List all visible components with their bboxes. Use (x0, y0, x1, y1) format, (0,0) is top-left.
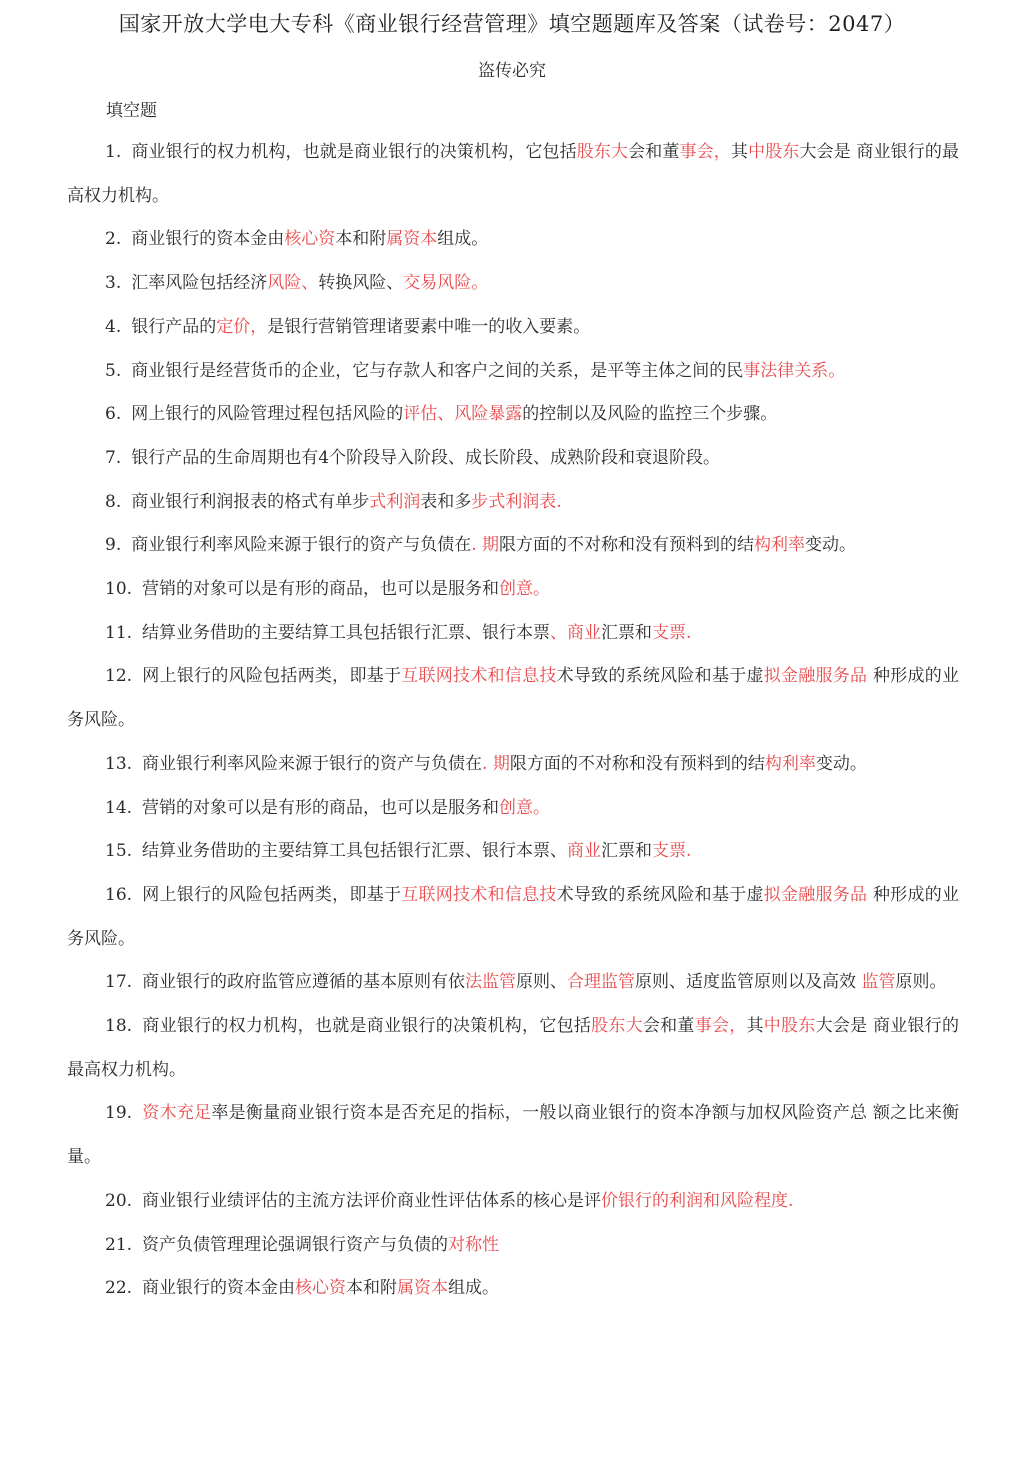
question-number: 20. (105, 1190, 133, 1211)
question-text: 营销的对象可以是有形的商品，也可以是服务和 (142, 579, 500, 600)
question-text: 银行产品的 (131, 316, 217, 337)
answer-text: 股东大 (591, 1016, 643, 1037)
answer-text: 属资本 (386, 229, 438, 250)
question-text: 术导致的系统风险和基于虚 (556, 666, 764, 687)
answer-text: 事会， (694, 1016, 747, 1037)
answer-text: . 期 (482, 753, 510, 774)
question-item (67, 1267, 959, 1311)
answer-text: 核心资 (295, 1278, 347, 1299)
question-number: 14. (105, 797, 133, 818)
answer-text: 拟金融服务品 (763, 884, 868, 905)
question-text: 组成。 (448, 1278, 500, 1299)
answer-text: 价银行的利润和风险程度. (601, 1190, 794, 1211)
question-text: 其 (746, 1016, 764, 1037)
answer-text: 核心资 (284, 229, 336, 250)
answer-text: 构利率 (764, 753, 816, 774)
question-number: 3. (105, 273, 122, 294)
answer-text: 中股东 (763, 1016, 816, 1037)
question-item (67, 743, 959, 787)
question-number: 17. (105, 972, 133, 993)
question-item (67, 393, 959, 437)
question-item (67, 830, 959, 874)
answer-text: . 期 (471, 535, 500, 556)
answer-text: 商业 (567, 841, 602, 862)
question-text: 原则。 (895, 972, 947, 993)
question-text: 商业银行的权力机构，也就是商业银行的决策机构，它包括 (142, 1016, 592, 1037)
question-number: 5. (105, 360, 122, 381)
question-number: 21. (105, 1234, 133, 1255)
question-list (67, 131, 959, 1311)
question-text: 商业银行的资本金由 (142, 1278, 296, 1299)
section-heading: 填空题 (106, 101, 157, 121)
question-item (67, 1180, 959, 1224)
answer-text: 合理监管 (567, 972, 636, 993)
question-text: 商业银行的资本金由 (131, 229, 285, 250)
question-number: 9. (105, 535, 122, 556)
question-text: 汇率风险包括经济 (131, 273, 268, 294)
question-number: 13. (105, 753, 133, 774)
question-item (67, 524, 959, 568)
question-item (67, 1224, 959, 1268)
question-item (67, 350, 959, 394)
answer-text: 监管 (861, 972, 896, 993)
question-item (67, 612, 959, 656)
answer-text: 互联网技术和信息技 (401, 666, 557, 687)
question-number: 2. (105, 229, 122, 250)
question-number: 11. (105, 622, 133, 643)
question-text: 种形成的业务风险。 (67, 666, 960, 731)
question-item (67, 262, 959, 306)
question-text: 资产负债管理理论强调银行资产与负债的 (142, 1234, 449, 1255)
question-number: 10. (105, 579, 133, 600)
question-text: 限方面的不对称和没有预料到的结 (509, 753, 765, 774)
answer-text: 构利率 (754, 535, 806, 556)
question-item (67, 481, 959, 525)
question-text: 商业银行利率风险来源于银行的资产与负债在 (131, 535, 472, 556)
question-text: 结算业务借助的主要结算工具包括银行汇票、银行本票、 (142, 841, 568, 862)
question-text: 会和董 (642, 1016, 695, 1037)
page-title: 国家开放大学电大专科《商业银行经营管理》填空题题库及答案（试卷号：2047） (118, 12, 906, 36)
answer-text: 定价， (216, 316, 268, 337)
question-text: 网上银行的风险管理过程包括风险的 (131, 404, 404, 425)
question-number: 15. (105, 841, 133, 862)
question-text: 限方面的不对称和没有预料到的结 (499, 535, 755, 556)
answer-text: 互联网技术和信息技 (401, 884, 557, 905)
question-text: 结算业务借助的主要结算工具包括银行汇票、银行本票 (142, 622, 551, 643)
question-text: 原则、 (516, 972, 568, 993)
answer-text: 资木充足 (142, 1103, 212, 1124)
question-item (67, 961, 959, 1005)
question-item (67, 218, 959, 262)
answer-text: 风险、 (267, 273, 319, 294)
question-number: 19. (105, 1103, 133, 1124)
question-text: 表和多 (420, 491, 472, 512)
answer-text: 、商业 (550, 622, 602, 643)
question-text: 本和附 (346, 1278, 398, 1299)
question-item (67, 131, 959, 218)
question-item (67, 787, 959, 831)
question-text: 营销的对象可以是有形的商品，也可以是服务和 (142, 797, 500, 818)
question-text: 会和董 (628, 142, 680, 162)
answer-text: 拟金融服务品 (763, 666, 868, 687)
answer-text: 中股东 (748, 142, 800, 162)
answer-text: 事会， (679, 142, 731, 162)
question-text: 商业银行利率风险来源于银行的资产与负债在 (142, 753, 483, 774)
question-text: 原则、适度监管原则以及高效 (635, 972, 862, 993)
answer-text: 属资本 (397, 1278, 449, 1299)
question-number: 6. (105, 404, 122, 425)
question-item (67, 306, 959, 350)
question-text: 商业银行的权力机构，也就是商业银行的决策机构，它包括 (131, 142, 577, 162)
question-text: 变动。 (805, 535, 857, 556)
question-text: 的控制以及风险的监控三个步骤。 (522, 404, 778, 425)
answer-text: 交易风险。 (403, 273, 489, 294)
answer-text: 步式利润表. (471, 491, 562, 512)
question-text: 商业银行利润报表的格式有单步 (131, 491, 370, 512)
answer-text: 式利润 (369, 491, 421, 512)
question-number: 18. (105, 1016, 133, 1037)
question-number: 22. (105, 1278, 133, 1299)
question-text: 大会是 商业银行的最高权力机构。 (67, 142, 960, 206)
answer-text: 法监管 (465, 972, 517, 993)
question-text: 是银行营销管理诸要素中唯一的收入要素。 (267, 316, 591, 337)
question-item (67, 437, 959, 481)
answer-text: 创意。 (499, 797, 551, 818)
question-number: 12. (105, 666, 133, 687)
question-item (67, 655, 959, 742)
question-text: 网上银行的风险包括两类，即基于 (142, 666, 402, 687)
question-text: 转换风险、 (318, 273, 404, 294)
question-text: 率是衡量商业银行资本是否充足的指标，一般以商业银行的资本净额与加权风险资产总 额之比来衡量。 (67, 1103, 960, 1168)
answer-text: 对称性 (448, 1234, 500, 1255)
question-text: 商业银行的政府监管应遵循的基本原则有依 (142, 972, 466, 993)
question-number: 7. (105, 447, 122, 468)
question-item (67, 568, 959, 612)
question-text: 种形成的业务风险。 (67, 884, 960, 949)
answer-text: 事法律关系。 (743, 360, 846, 381)
question-number: 16. (105, 884, 133, 905)
question-text: 本和附 (335, 229, 387, 250)
question-number: 1. (105, 142, 122, 162)
question-text: 商业银行是经营货币的企业，它与存款人和客户之间的关系，是平等主体之间的民 (131, 360, 744, 381)
question-number: 8. (105, 491, 122, 512)
question-text: 其 (730, 142, 749, 162)
answer-text: 股东大 (576, 142, 629, 162)
answer-text: 创意。 (499, 579, 551, 600)
question-text: 变动。 (815, 753, 867, 774)
question-item (67, 1092, 959, 1179)
question-text: 商业银行业绩评估的主流方法评价商业性评估体系的核心是评 (142, 1190, 602, 1211)
question-text: 网上银行的风险包括两类，即基于 (142, 884, 402, 905)
question-text: 银行产品的生命周期也有4个阶段导入阶段、成长阶段、成熟阶段和衰退阶段。 (131, 447, 721, 468)
question-number: 4. (105, 316, 122, 337)
question-text: 汇票和 (601, 622, 653, 643)
question-item (67, 1005, 959, 1092)
question-item (67, 874, 959, 961)
question-text: 组成。 (437, 229, 489, 250)
question-text: 汇票和 (601, 841, 653, 862)
page-subtitle: 盗传必究 (478, 61, 546, 81)
answer-text: 评估、风险暴露 (403, 404, 523, 425)
question-text: 大会是 商业银行的最高权力机构。 (67, 1016, 960, 1080)
answer-text: 支票. (652, 841, 692, 862)
answer-text: 支票. (652, 622, 692, 643)
question-text: 术导致的系统风险和基于虚 (556, 884, 764, 905)
